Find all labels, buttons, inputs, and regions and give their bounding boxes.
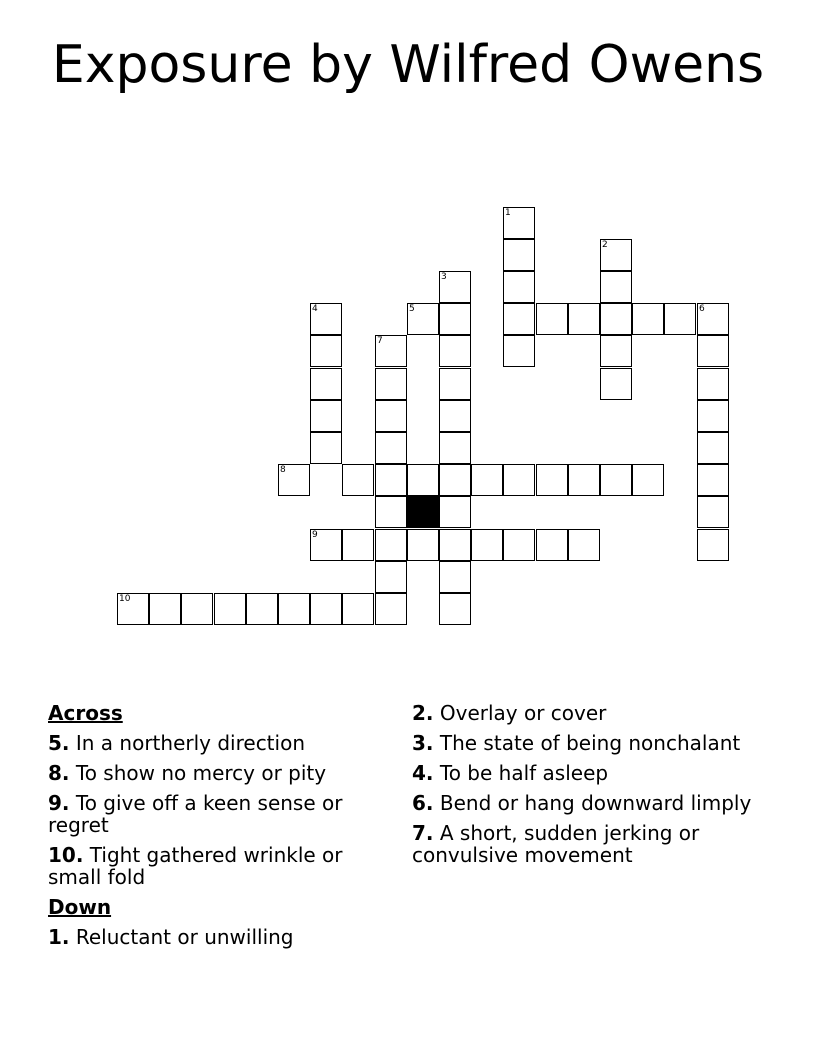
grid-cell[interactable]: [117, 593, 149, 625]
page-title: Exposure by Wilfred Owens: [51, 35, 765, 95]
across-heading: Across: [48, 701, 123, 725]
grid-cell[interactable]: [503, 529, 535, 561]
grid-cell[interactable]: [181, 593, 213, 625]
grid-cell[interactable]: [471, 529, 503, 561]
cell-number: 8: [280, 465, 286, 475]
clues-right-column: [412, 702, 757, 874]
grid-cell[interactable]: [439, 271, 471, 303]
grid-cell[interactable]: [375, 335, 407, 367]
clue-number: 4.: [412, 761, 434, 785]
grid-cell[interactable]: [503, 207, 535, 239]
grid-cell[interactable]: [375, 529, 407, 561]
clue-down-4: [412, 762, 757, 784]
clue-number: 9.: [48, 791, 70, 815]
grid-cell[interactable]: [246, 593, 278, 625]
clue-number: 1.: [48, 925, 70, 949]
grid-cell[interactable]: [342, 464, 374, 496]
grid-cell[interactable]: [310, 529, 342, 561]
cell-number: 5: [409, 304, 415, 314]
grid-cell[interactable]: [503, 239, 535, 271]
clue-text: In a northerly direction: [69, 731, 305, 755]
grid-cell[interactable]: [697, 464, 729, 496]
grid-cell[interactable]: [375, 464, 407, 496]
grid-cell[interactable]: [407, 303, 439, 335]
grid-cell[interactable]: [214, 593, 246, 625]
grid-cell[interactable]: [439, 561, 471, 593]
grid-cell[interactable]: [503, 335, 535, 367]
black-cell: [407, 496, 439, 528]
clue-number: 7.: [412, 821, 434, 845]
grid-cell[interactable]: [503, 271, 535, 303]
grid-cell[interactable]: [568, 464, 600, 496]
clue-across-9: [48, 792, 393, 836]
grid-cell[interactable]: [600, 464, 632, 496]
grid-cell[interactable]: [697, 368, 729, 400]
clue-number: 2.: [412, 701, 434, 725]
grid-cell[interactable]: [149, 593, 181, 625]
grid-cell[interactable]: [278, 464, 310, 496]
clue-across-8: [48, 762, 393, 784]
clue-text: The state of being nonchalant: [433, 731, 741, 755]
clue-across-10: [48, 844, 393, 888]
grid-cell[interactable]: [697, 529, 729, 561]
clue-number: 5.: [48, 731, 70, 755]
grid-cell[interactable]: [697, 496, 729, 528]
grid-cell[interactable]: [310, 368, 342, 400]
grid-cell[interactable]: [407, 529, 439, 561]
grid-cell[interactable]: [600, 271, 632, 303]
cell-number: 10: [119, 594, 131, 604]
cell-number: 7: [377, 336, 383, 346]
grid-cell[interactable]: [697, 432, 729, 464]
cell-number: 1: [505, 208, 511, 218]
clue-text: To show no mercy or pity: [69, 761, 327, 785]
clue-number: 6.: [412, 791, 434, 815]
cell-number: 2: [602, 240, 608, 250]
clue-text: Bend or hang downward limply: [433, 791, 752, 815]
grid-cell[interactable]: [439, 432, 471, 464]
grid-cell[interactable]: [697, 335, 729, 367]
grid-cell[interactable]: [310, 400, 342, 432]
clue-text: A short, sudden jerking or convulsive movement: [412, 821, 700, 867]
clue-text: Reluctant or unwilling: [69, 925, 294, 949]
clue-down-3: [412, 732, 757, 754]
grid-cell[interactable]: [310, 432, 342, 464]
grid-cell[interactable]: [310, 593, 342, 625]
grid-cell[interactable]: [600, 335, 632, 367]
cell-number: 4: [312, 304, 318, 314]
grid-cell[interactable]: [407, 464, 439, 496]
grid-cell[interactable]: [536, 529, 568, 561]
clues-left-column: [48, 702, 393, 956]
grid-cell[interactable]: [375, 593, 407, 625]
grid-cell[interactable]: [439, 303, 471, 335]
grid-cell[interactable]: [568, 303, 600, 335]
grid-cell[interactable]: [439, 593, 471, 625]
grid-cell[interactable]: [375, 432, 407, 464]
grid-cell[interactable]: [632, 464, 664, 496]
grid-cell[interactable]: [697, 400, 729, 432]
grid-cell[interactable]: [664, 303, 696, 335]
grid-cell[interactable]: [568, 529, 600, 561]
grid-cell[interactable]: [439, 335, 471, 367]
grid-cell[interactable]: [310, 303, 342, 335]
clue-text: To give off a keen sense or regret: [48, 791, 343, 837]
grid-cell[interactable]: [439, 496, 471, 528]
grid-cell[interactable]: [536, 464, 568, 496]
clue-down-6: [412, 792, 757, 814]
grid-cell[interactable]: [439, 464, 471, 496]
grid-cell[interactable]: [697, 303, 729, 335]
clue-number: 8.: [48, 761, 70, 785]
grid-cell[interactable]: [375, 496, 407, 528]
grid-cell[interactable]: [278, 593, 310, 625]
grid-cell[interactable]: [632, 303, 664, 335]
grid-cell[interactable]: [503, 303, 535, 335]
grid-cell[interactable]: [342, 529, 374, 561]
clue-text: Tight gathered wrinkle or small fold: [48, 843, 343, 889]
grid-cell[interactable]: [439, 400, 471, 432]
grid-cell[interactable]: [310, 335, 342, 367]
cell-number: 9: [312, 530, 318, 540]
clue-text: Overlay or cover: [433, 701, 607, 725]
clue-number: 3.: [412, 731, 434, 755]
clue-down-2: [412, 702, 757, 724]
cell-number: 3: [441, 272, 447, 282]
grid-cell[interactable]: [375, 400, 407, 432]
clue-across-5: [48, 732, 393, 754]
clue-number: 10.: [48, 843, 84, 867]
grid-cell[interactable]: [375, 561, 407, 593]
grid-cell[interactable]: [600, 303, 632, 335]
grid-cell[interactable]: [342, 593, 374, 625]
cell-number: 6: [699, 304, 705, 314]
grid-cell[interactable]: [600, 368, 632, 400]
grid-cell[interactable]: [600, 239, 632, 271]
grid-cell[interactable]: [503, 464, 535, 496]
grid-cell[interactable]: [471, 464, 503, 496]
down-heading: Down: [48, 895, 112, 919]
grid-cell[interactable]: [536, 303, 568, 335]
grid-cell[interactable]: [439, 529, 471, 561]
clue-down-1: [48, 926, 393, 948]
clue-down-7: [412, 822, 757, 866]
clue-text: To be half asleep: [433, 761, 609, 785]
grid-cell[interactable]: [439, 368, 471, 400]
grid-cell[interactable]: [375, 368, 407, 400]
